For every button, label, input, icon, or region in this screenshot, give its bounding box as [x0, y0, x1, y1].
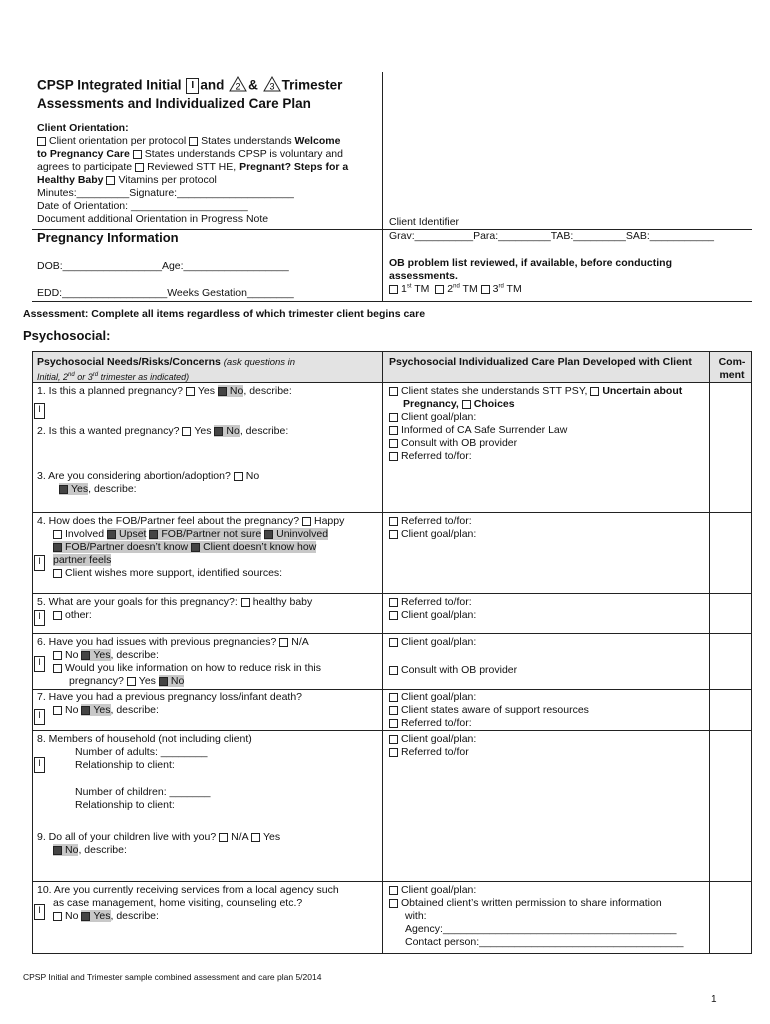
checkbox[interactable] — [389, 452, 398, 461]
title-text: CPSP Integrated Initial — [37, 77, 182, 93]
pregnancy-info-heading: Pregnancy Information — [37, 230, 179, 245]
option-no: No — [226, 425, 240, 437]
checkbox[interactable] — [462, 400, 471, 409]
orientation-text: to Pregnancy Care — [37, 148, 130, 160]
children-field[interactable]: Number of children: _______ — [75, 786, 211, 798]
checkbox[interactable] — [389, 719, 398, 728]
option-text: Uninvolved — [276, 528, 329, 540]
plan-text: Referred to/for: — [401, 717, 472, 729]
checkbox[interactable] — [389, 899, 398, 908]
col1-header-sup: rd — [92, 372, 99, 378]
orientation-document-note: Document additional Orientation in Progress Note — [37, 213, 269, 225]
option-yes: Yes — [194, 425, 212, 437]
assessment-note: Assessment: Complete all items regardless of which trimester client begins care — [23, 308, 426, 320]
option-text: healthy baby — [252, 596, 313, 608]
plan-row-5 — [389, 596, 476, 622]
question-text: 2. Is this a wanted pregnancy? — [37, 425, 180, 437]
footer-text: CPSP Initial and Trimester sample combined assessment and care plan 5/2014 — [23, 972, 322, 982]
plan-text: with: — [405, 910, 427, 922]
checkbox[interactable] — [127, 677, 136, 686]
checkbox[interactable] — [53, 569, 62, 578]
edd-gestation-field[interactable]: EDD:__________________Weeks Gestation________ — [37, 287, 294, 299]
checkbox[interactable] — [389, 638, 398, 647]
orientation-date-field[interactable]: Date of Orientation: ____________________ — [37, 200, 248, 212]
option-text: Would you like information on how to reduce risk in this — [65, 662, 322, 674]
describe-text: , describe: — [243, 385, 292, 397]
question-7 — [37, 691, 302, 717]
title-trimester: Trimester — [281, 77, 343, 93]
tm-number: 2 — [447, 283, 454, 295]
initial-box[interactable] — [34, 757, 45, 773]
orientation-text: Vitamins per protocol — [118, 174, 217, 186]
option-text: Yes — [93, 649, 111, 661]
question-text: 7. Have you had a previous pregnancy loss/infant death? — [37, 691, 303, 703]
checkbox[interactable] — [241, 598, 250, 607]
table-col-divider — [382, 351, 383, 954]
col1-header — [37, 356, 377, 384]
initial-box[interactable] — [34, 709, 45, 725]
checkbox[interactable] — [389, 530, 398, 539]
table-row-divider — [32, 881, 752, 882]
plan-text: Choices — [473, 398, 515, 410]
checkbox-yes[interactable] — [59, 485, 68, 494]
plan-text: Obtained client’s written permission to share information — [401, 897, 662, 909]
checkbox[interactable] — [389, 598, 398, 607]
plan-text: Client goal/plan: — [401, 691, 477, 703]
plan-text: Referred to/for: — [401, 596, 472, 608]
table-row-divider — [32, 689, 752, 690]
checkbox[interactable] — [37, 137, 46, 146]
checkbox[interactable] — [135, 163, 144, 172]
page-title — [37, 76, 342, 112]
option-text: Yes — [138, 675, 156, 687]
checkbox[interactable] — [53, 706, 62, 715]
orientation-text: States understands — [201, 135, 292, 147]
page-number: 1 — [711, 994, 717, 1005]
orientation-text: agrees to participate — [37, 161, 133, 173]
checkbox[interactable] — [53, 846, 62, 855]
plan-text: Client states aware of support resources — [401, 704, 589, 716]
orientation-text: States understands CPSP is voluntary and — [144, 148, 343, 160]
plan-row-8 — [389, 733, 476, 759]
plan-text: Client goal/plan: — [401, 636, 477, 648]
checkbox[interactable] — [191, 543, 200, 552]
title-and: and — [200, 77, 225, 93]
checkbox[interactable] — [53, 543, 62, 552]
plan-text: Client goal/plan: — [401, 411, 477, 423]
title-line2: Assessments and Individualized Care Plan — [37, 96, 311, 111]
question-5 — [37, 596, 312, 622]
tm-number: 1 — [401, 283, 407, 295]
option-text: Yes — [262, 831, 281, 843]
checkbox[interactable] — [389, 439, 398, 448]
checkbox[interactable] — [389, 426, 398, 435]
plan-text: Referred to/for: — [401, 450, 472, 462]
col1-header-note: or 3 — [74, 372, 93, 382]
adults-field[interactable]: Number of adults: ________ — [75, 746, 208, 758]
checkbox[interactable] — [81, 651, 90, 660]
describe-text: , describe: — [110, 649, 159, 661]
plan-text: Client goal/plan: — [401, 884, 477, 896]
tm-label: TM — [462, 283, 478, 295]
plan-row-4 — [389, 515, 476, 541]
ob-line1: OB problem list reviewed, if available, before conducting — [389, 257, 672, 269]
option-text: partner feels — [53, 554, 112, 566]
checkbox[interactable] — [53, 611, 62, 620]
checkbox[interactable] — [81, 706, 90, 715]
option-text: No — [65, 844, 79, 856]
checkbox[interactable] — [389, 693, 398, 702]
checkbox-3rd-tm[interactable] — [481, 285, 490, 294]
question-9 — [37, 831, 280, 857]
contact-person-field[interactable]: Contact person:___________________________________ — [405, 936, 684, 948]
plan-text: Consult with OB provider — [401, 664, 518, 676]
question-text: 6. Have you had issues with previous pregnancies? — [37, 636, 277, 648]
checkbox[interactable] — [53, 530, 62, 539]
option-no: No — [229, 385, 244, 397]
option-text: Client wishes more support, identified sources: — [65, 567, 283, 579]
question-4 — [37, 515, 377, 580]
table-row-divider — [32, 633, 752, 634]
option-text: No — [170, 675, 185, 687]
ob-line2: assessments. — [389, 270, 458, 282]
checkbox[interactable] — [106, 176, 115, 185]
plan-text: Informed of CA Safe Surrender Law — [401, 424, 568, 436]
box-label: I — [38, 758, 41, 768]
col1-header-note: trimester as indicated) — [98, 372, 190, 382]
plan-text: Client states she understands STT PSY, — [401, 385, 588, 397]
checkbox-no[interactable] — [218, 387, 227, 396]
checkbox[interactable] — [219, 833, 228, 842]
box-label: I — [38, 404, 41, 414]
option-text: Upset — [119, 528, 147, 540]
orientation-text: Healthy Baby — [37, 174, 104, 186]
tm-sup: nd — [453, 283, 460, 290]
option-text: FOB/Partner not sure — [161, 528, 262, 540]
option-text: FOB/Partner doesn’t know — [65, 541, 189, 553]
option-text: No — [65, 649, 79, 661]
initial-box[interactable] — [34, 403, 45, 419]
svg-text:3: 3 — [269, 81, 275, 92]
option-text: Yes — [93, 910, 111, 922]
checkbox[interactable] — [389, 748, 398, 757]
checkbox-2nd-tm[interactable] — [435, 285, 444, 294]
option-text: Involved — [65, 528, 105, 540]
tm-label: TM — [506, 283, 522, 295]
section-divider — [32, 301, 752, 302]
question-3 — [37, 470, 259, 496]
table-row-divider — [32, 730, 752, 731]
option-text: Client doesn’t know how — [203, 541, 317, 553]
box-label: I — [38, 657, 41, 667]
describe-text: , describe: — [110, 910, 159, 922]
box-label: I — [38, 556, 41, 566]
checkbox[interactable] — [53, 664, 62, 673]
plan-text: Referred to/for: — [401, 515, 472, 527]
describe-text: , describe: — [239, 425, 289, 437]
initial-box[interactable] — [34, 656, 45, 672]
question-text: as case management, home visiting, counseling etc.? — [53, 897, 303, 909]
grav-para-field[interactable]: Grav:__________Para:_________TAB:_________SAB:___________ — [389, 230, 714, 242]
col1-header-text: Psychosocial Needs/Risks/Concerns — [37, 356, 221, 368]
checkbox[interactable] — [389, 666, 398, 675]
checkbox-yes[interactable] — [182, 427, 191, 436]
box-label: I — [38, 905, 41, 915]
checkbox[interactable] — [389, 517, 398, 526]
option-text: N/A — [231, 831, 249, 843]
describe-text: , describe: — [88, 483, 137, 495]
table-col-divider — [709, 351, 710, 954]
checkbox[interactable] — [279, 638, 288, 647]
orientation-heading: Client Orientation: — [37, 122, 129, 134]
col1-header-italic: (ask questions in — [223, 357, 296, 368]
orientation-text: Pregnant? Steps for a — [239, 161, 349, 173]
orientation-text: Welcome — [294, 135, 341, 147]
col1-header-sup: nd — [68, 372, 75, 378]
plan-text: Client goal/plan: — [401, 609, 477, 621]
question-text: 1. Is this a planned pregnancy? — [37, 385, 183, 397]
option-yes: Yes — [71, 483, 89, 495]
box-label: I — [38, 710, 41, 720]
question-text: 3. Are you considering abortion/adoption? — [37, 470, 231, 482]
option-text: No — [65, 704, 79, 716]
triangle-3-icon — [263, 76, 281, 96]
checkbox[interactable] — [149, 530, 158, 539]
question-text: 4. How does the FOB/Partner feel about the pregnancy? — [37, 515, 300, 527]
question-text: 9. Do all of your children live with you? — [37, 831, 217, 843]
orientation-text: Reviewed STT HE, — [147, 161, 237, 173]
checkbox[interactable] — [389, 886, 398, 895]
plan-row-7 — [389, 691, 589, 730]
describe-text: , describe: — [78, 844, 127, 856]
dob-age-field[interactable]: DOB:_________________Age:__________________ — [37, 260, 289, 272]
checkbox-no[interactable] — [234, 472, 243, 481]
checkbox[interactable] — [389, 735, 398, 744]
plan-text: Client goal/plan: — [401, 528, 477, 540]
checkbox[interactable] — [389, 413, 398, 422]
plan-row-10 — [389, 884, 684, 949]
plan-row-6b — [389, 664, 517, 676]
tm-label: TM — [414, 283, 430, 295]
plan-row-6a — [389, 636, 476, 648]
tm-sup: st — [406, 283, 412, 290]
initial-box[interactable] — [34, 904, 45, 920]
plan-row-1 — [389, 385, 707, 463]
checkbox[interactable] — [159, 677, 168, 686]
col1-header-note: Initial, 2 — [37, 372, 69, 382]
plan-text: Pregnancy, — [403, 398, 459, 410]
checkbox-1st-tm[interactable] — [389, 285, 398, 294]
question-6 — [37, 636, 321, 688]
box-label: I — [38, 611, 41, 621]
client-orientation — [37, 122, 372, 226]
option-text: N/A — [291, 636, 309, 648]
client-identifier-label: Client Identifier — [389, 216, 460, 228]
option-text: Happy — [314, 515, 345, 527]
relationship-field[interactable]: Relationship to client: — [75, 799, 175, 811]
ob-problem-note — [389, 257, 672, 283]
pregnancy-divider — [382, 230, 383, 302]
initial-box: I — [186, 78, 199, 94]
checkbox[interactable] — [389, 706, 398, 715]
checkbox[interactable] — [264, 530, 273, 539]
checkbox[interactable] — [251, 833, 260, 842]
plan-text: Referred to/for — [401, 746, 469, 758]
checkbox[interactable] — [590, 387, 599, 396]
initial-box[interactable] — [34, 610, 45, 626]
tm-sup: rd — [498, 283, 504, 290]
col2-header: Psychosocial Individualized Care Plan Developed with Client — [389, 356, 692, 368]
option-text: pregnancy? — [69, 675, 124, 687]
question-8 — [37, 733, 252, 812]
plan-text: Consult with OB provider — [401, 437, 518, 449]
orientation-text: Client orientation per protocol — [49, 135, 187, 147]
checkbox[interactable] — [302, 517, 311, 526]
checkbox[interactable] — [53, 912, 62, 921]
plan-text: Client goal/plan: — [401, 733, 477, 745]
title-amp: & — [248, 77, 258, 93]
table-row-divider — [32, 512, 752, 513]
checkbox[interactable] — [53, 651, 62, 660]
question-text: 10. Are you currently receiving services from a local agency such — [37, 884, 339, 896]
svg-text:2: 2 — [235, 81, 241, 92]
option-yes: Yes — [197, 385, 215, 397]
header-divider — [382, 72, 383, 232]
checkbox[interactable] — [107, 530, 116, 539]
checkbox[interactable] — [81, 912, 90, 921]
checkbox[interactable] — [389, 387, 398, 396]
minutes-signature-field[interactable]: Minutes:_________Signature:____________________ — [37, 187, 294, 199]
trimester-checkboxes — [389, 283, 522, 295]
question-text: 5. What are your goals for this pregnancy?: — [37, 596, 238, 608]
checkbox-no[interactable] — [214, 427, 223, 436]
checkbox[interactable] — [133, 150, 142, 159]
option-no: No — [245, 470, 260, 482]
psychosocial-heading: Psychosocial: — [23, 328, 111, 343]
initial-box[interactable] — [34, 555, 45, 571]
agency-field[interactable]: Agency:________________________________________ — [405, 923, 677, 935]
question-text: 8. Members of household (not including client) — [37, 733, 252, 745]
relationship-field[interactable]: Relationship to client: — [75, 759, 175, 771]
plan-text: Uncertain about — [602, 385, 683, 397]
checkbox-yes[interactable] — [186, 387, 195, 396]
question-2 — [37, 425, 288, 437]
tm-number: 3 — [492, 283, 499, 295]
option-text: Yes — [93, 704, 111, 716]
table-row-divider — [32, 593, 752, 594]
option-text: other: — [65, 609, 92, 621]
triangle-2-icon — [229, 76, 247, 96]
option-text: No — [65, 910, 79, 922]
question-10 — [37, 884, 339, 923]
checkbox[interactable] — [389, 611, 398, 620]
question-1 — [37, 385, 292, 397]
describe-text: , describe: — [110, 704, 159, 716]
checkbox[interactable] — [189, 137, 198, 146]
col3-header: Com-ment — [718, 356, 746, 381]
